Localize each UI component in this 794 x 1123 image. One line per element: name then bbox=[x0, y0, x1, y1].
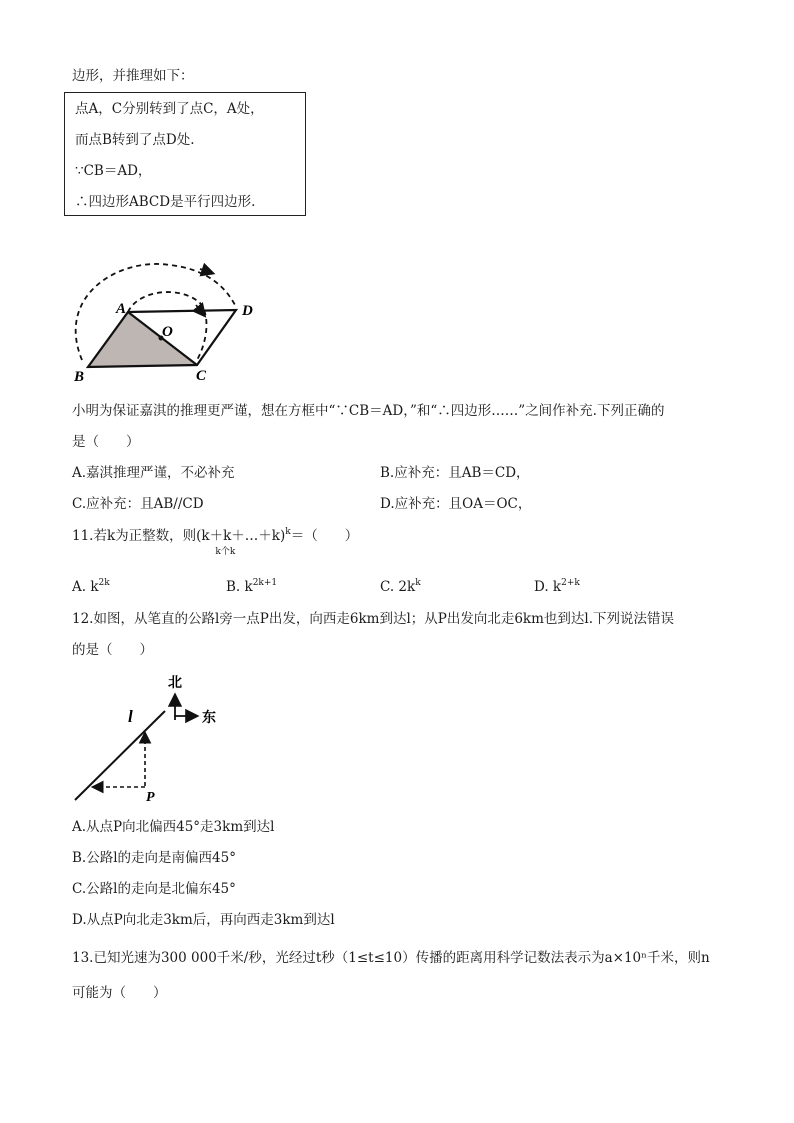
q12-stem-line2: 的是（ ） bbox=[72, 642, 153, 658]
q11-stem bbox=[72, 522, 359, 557]
q10-option-c[interactable]: C.应补充：且AB//CD bbox=[72, 496, 204, 512]
q11-stem-suffix: ) bbox=[279, 528, 286, 544]
label-a: A bbox=[116, 301, 127, 317]
q10-stem-line1: 小明为保证嘉淇的推理更严谨，想在方框中“∵CB＝AD，”和“∴四边形……”之间作补充.下列正确的 bbox=[72, 403, 665, 419]
q13-stem-line2: 可能为（ ） bbox=[72, 985, 167, 1001]
q12-option-a[interactable]: A.从点P向北偏西45°走3km到达l bbox=[72, 819, 275, 835]
q12-option-c[interactable]: C.公路l的走向是北偏东45° bbox=[72, 881, 236, 897]
q12-option-b[interactable]: B.公路l的走向是南偏西45° bbox=[72, 850, 236, 866]
q11-b-base: B. k bbox=[226, 579, 253, 595]
q12-stem-line1: 12.如图，从笔直的公路l旁一点P出发，向西走6km到达l；从P出发向北走6km也到达l.下列说法错误 bbox=[72, 611, 675, 627]
compass-north-label: 北 bbox=[168, 676, 182, 691]
q10-stem-line2: 是（ ） bbox=[72, 434, 140, 450]
q11-b-exp: 2k+1 bbox=[252, 578, 278, 588]
q11-underbrace-label: k个k bbox=[215, 547, 236, 557]
road-label-l: l bbox=[128, 707, 133, 726]
q11-stem-prefix: 11.若k为正整数，则( bbox=[72, 528, 202, 544]
point-label-p: P bbox=[146, 790, 155, 805]
parallelogram-figure bbox=[60, 255, 270, 390]
q11-option-c[interactable] bbox=[380, 573, 421, 597]
label-d: D bbox=[242, 303, 253, 319]
q10-option-a[interactable]: A.嘉淇推理严谨，不必补充 bbox=[72, 465, 235, 481]
q11-option-b[interactable] bbox=[226, 573, 277, 597]
rotation-arc-outer-arrow bbox=[200, 269, 212, 273]
intro-text: 边形，并推理如下： bbox=[72, 68, 194, 84]
q10-option-b[interactable]: B.应补充：且AB＝CD， bbox=[380, 465, 530, 481]
q12-option-d[interactable]: D.从点P向北走3km后，再向西走3km到达l bbox=[72, 912, 335, 928]
q11-option-a[interactable] bbox=[72, 573, 110, 597]
label-b: B bbox=[74, 369, 85, 385]
q11-c-base: C. 2k bbox=[380, 579, 416, 595]
q11-expression bbox=[201, 526, 280, 557]
q11-c-exp: k bbox=[415, 578, 421, 588]
q11-stem-end: ＝（ ） bbox=[290, 528, 359, 544]
label-o: O bbox=[162, 324, 173, 340]
label-c: C bbox=[196, 368, 207, 384]
q10-option-d[interactable]: D.应补充：且OA＝OC， bbox=[380, 496, 532, 512]
q11-sum: k＋k＋…＋k bbox=[201, 528, 280, 544]
triangle-abc-shaded bbox=[88, 312, 197, 367]
road-figure bbox=[68, 668, 238, 808]
proof-box bbox=[64, 92, 306, 216]
proof-line-3: ∵CB＝AD， bbox=[75, 163, 152, 179]
proof-line-2: 而点B转到了点D处. bbox=[75, 132, 195, 148]
q11-option-d[interactable] bbox=[534, 573, 580, 597]
q11-a-exp: 2k bbox=[98, 578, 110, 588]
q11-exponent: k bbox=[285, 527, 291, 537]
compass-east-label: 东 bbox=[202, 711, 216, 726]
q11-d-exp: 2+k bbox=[561, 578, 580, 588]
q11-a-base: A. k bbox=[72, 579, 99, 595]
q13-stem-line1: 13.已知光速为300 000千米/秒，光经过t秒（1≤t≤10）传播的距离用科学记数法表示为a×10ⁿ千米，则n bbox=[72, 950, 710, 966]
proof-line-4: ∴四边形ABCD是平行四边形. bbox=[75, 194, 256, 210]
q11-d-base: D. k bbox=[534, 579, 562, 595]
proof-line-1: 点A，C分别转到了点C，A处， bbox=[75, 101, 264, 117]
